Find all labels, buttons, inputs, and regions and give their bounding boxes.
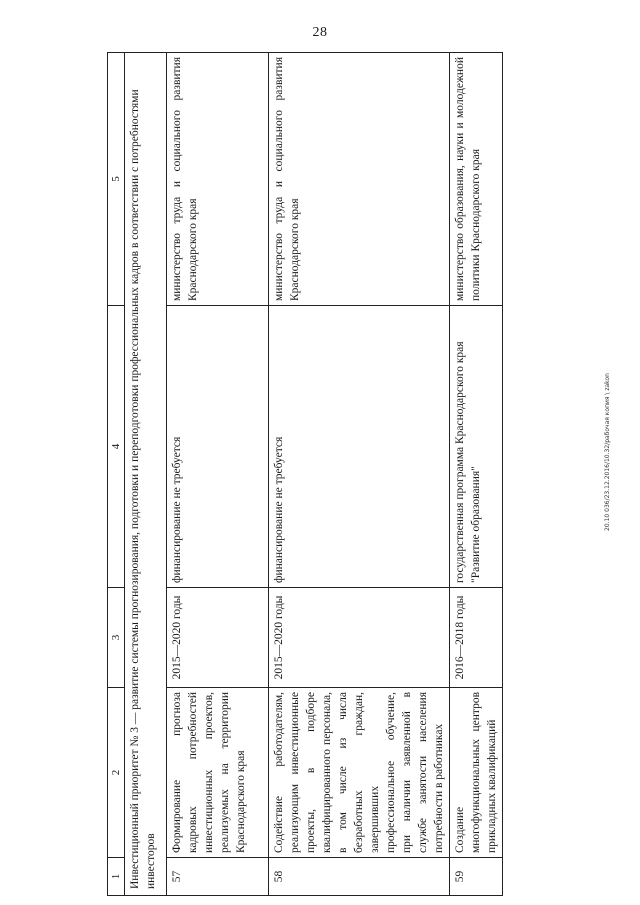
row-number: 58 (269, 858, 450, 896)
period-cell: 2016—2018 годы (450, 588, 503, 688)
table-row (450, 53, 503, 896)
rotated-table-container (107, 53, 510, 896)
period-cell: 2015—2020 годы (269, 588, 450, 688)
column-number: 1 (108, 858, 125, 896)
column-number: 3 (108, 588, 125, 688)
table-row (269, 53, 450, 896)
financing-cell: государственная программа Краснодарского края "Развитие образования" (450, 306, 503, 588)
column-number: 2 (108, 688, 125, 858)
table-row (167, 53, 269, 896)
executor-cell: министерство труда и социального развития Краснодарского края (167, 53, 269, 306)
column-number: 4 (108, 306, 125, 588)
priority-heading-row (125, 53, 167, 896)
financing-cell: финансирование не требуется (269, 306, 450, 588)
period-cell: 2015—2020 годы (167, 588, 269, 688)
measure-cell: Содействие работодателям, реализующим инвестиционные проекты, в подборе квалифицированного персонала, в том числе из числа безработных граждан, завершивших профессиональное обучение, при наличии заявленной в службе занятости населения потребности в работниках (269, 688, 450, 858)
financing-cell: финансирование не требуется (167, 306, 269, 588)
executor-cell: министерство образования, науки и молодежной политики Краснодарского края (450, 53, 503, 306)
column-number-row (108, 53, 125, 896)
measure-cell: Создание многофункциональных центров прикладных квалификаций (450, 688, 503, 858)
document-stamp: 20.10 036/23.12.2016/10.32/рабочая копия \ zakon (604, 373, 611, 531)
executor-cell: министерство труда и социального развития Краснодарского края (269, 53, 450, 306)
page-number: 28 (312, 25, 328, 40)
column-number: 5 (108, 53, 125, 306)
priority-heading: Инвестиционный приоритет № 3 — развитие системы прогнозирования, подготовки и переподготовки профессиональных кадров в соответствии с потребностями инвесторов (125, 53, 167, 896)
investment-measures-table (107, 52, 503, 896)
measure-cell: Формирование прогноза кадровых потребностей инвестиционных проектов, реализуемых на территории Краснодарского края (167, 688, 269, 858)
row-number: 57 (167, 858, 269, 896)
row-number: 59 (450, 858, 503, 896)
